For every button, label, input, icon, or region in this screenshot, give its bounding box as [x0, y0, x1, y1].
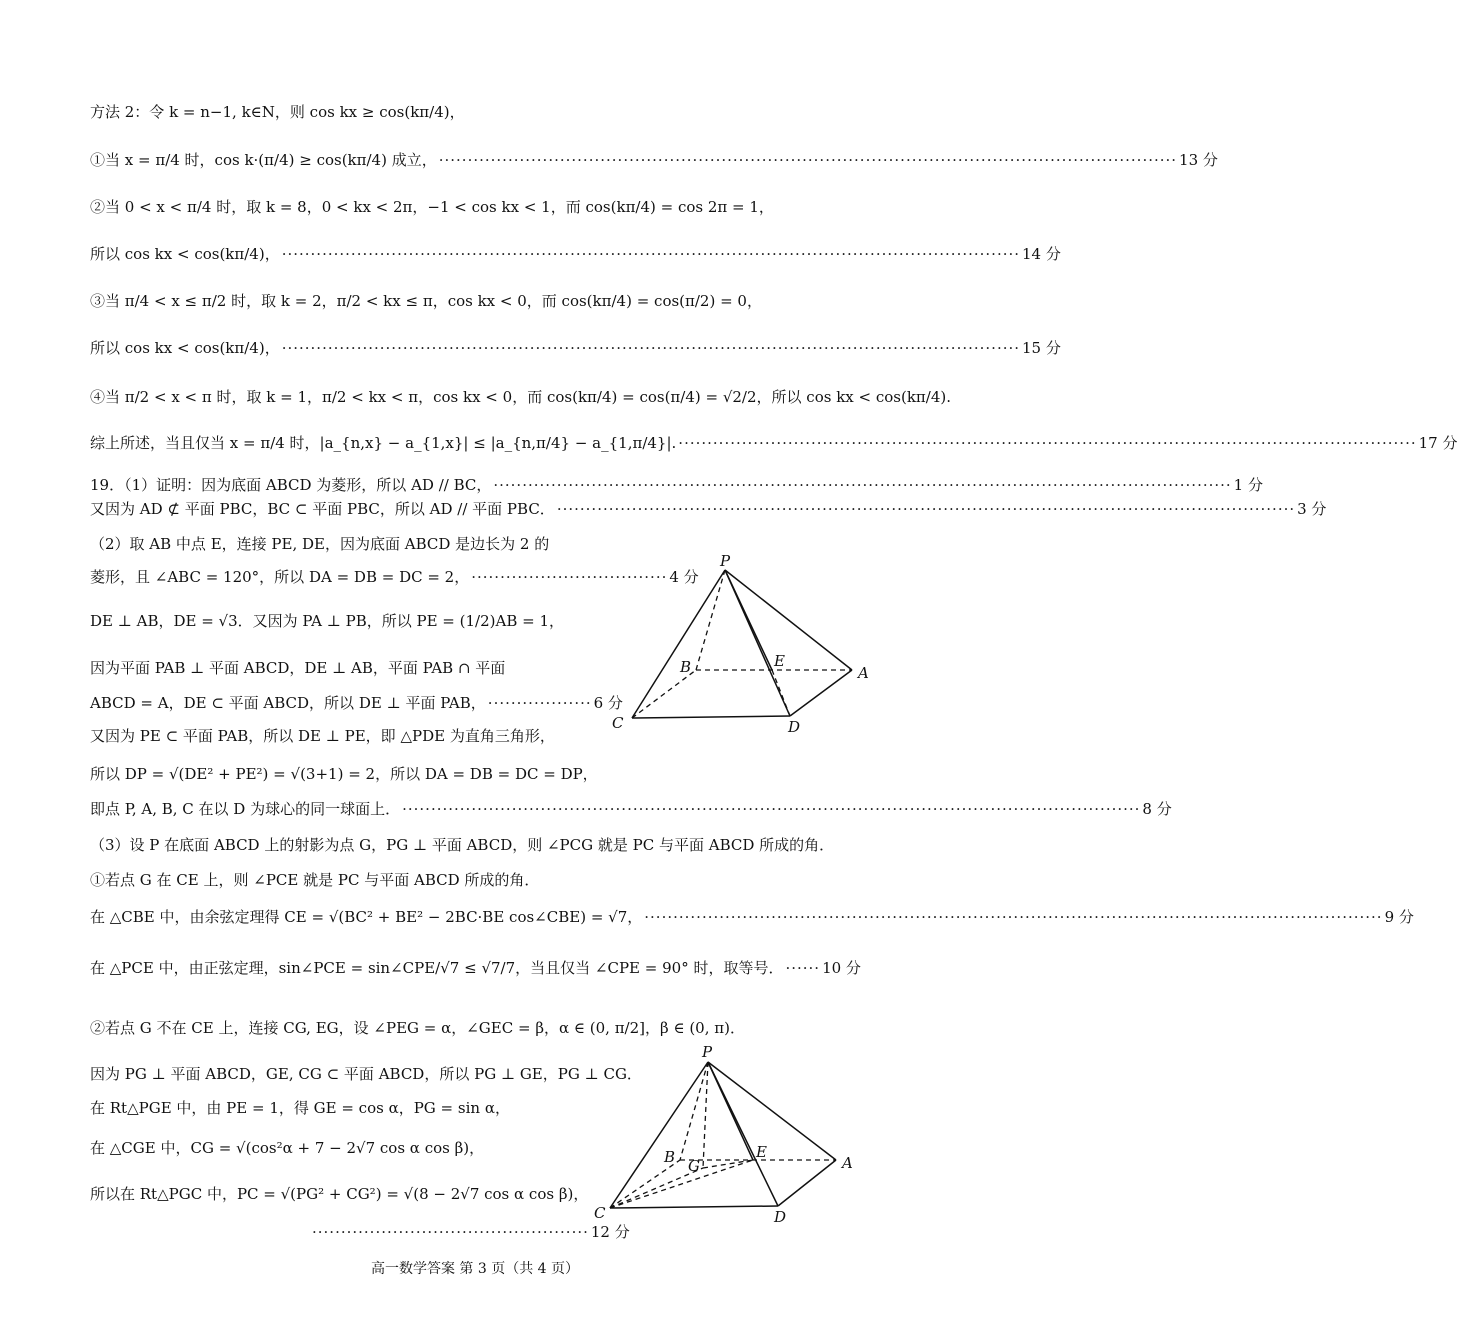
edge-CD: [632, 716, 790, 718]
leader-dots: ················································: [312, 1223, 589, 1241]
line-case2: [90, 196, 860, 218]
edge-PC: [632, 570, 725, 718]
line-case3-conclusion: [90, 337, 1061, 359]
score-label: 15 分: [1022, 339, 1061, 357]
edge-PA: [725, 570, 852, 670]
label-D: D: [774, 1208, 787, 1226]
line-text: 所以 cos kx < cos(kπ/4)，: [90, 245, 280, 263]
score-label: 3 分: [1297, 500, 1327, 518]
line-text: 所以在 Rt△PGC 中，PC = √(PG² + CG²) = √(8 − 2√7 cos α cos β)，: [90, 1185, 589, 1203]
label-B: B: [680, 658, 692, 676]
line-text: 即点 P, A, B, C 在以 D 为球心的同一球面上．: [90, 800, 401, 818]
score-label: 9 分: [1384, 908, 1414, 926]
line-text: DE ⊥ AB，DE = √3．又因为 PA ⊥ PB，所以 PE = (1/2)AB = 1，: [90, 612, 564, 630]
line-method2: [90, 101, 860, 123]
leader-dots: ································································································································: [678, 434, 1417, 452]
line-case3: [90, 290, 860, 312]
edge-CD: [610, 1206, 778, 1208]
line-text: （2）取 AB 中点 E，连接 PE, DE，因为底面 ABCD 是边长为 2 的: [90, 535, 550, 553]
line-q19-case2b: [90, 1063, 642, 1085]
line-text: ②若点 G 不在 CE 上，连接 CG, EG，设 ∠PEG = α，∠GEC = β，α ∈ (0, π/2]，β ∈ (0, π)．: [90, 1019, 745, 1037]
label-P: P: [720, 552, 731, 570]
line-summary: [90, 432, 1457, 454]
line-q19-part3-case2: [90, 1017, 860, 1039]
edge-PG: [703, 1062, 708, 1168]
line-case4: [90, 386, 951, 408]
line-text: 又因为 AD ⊄ 平面 PBC，BC ⊂ 平面 PBC，所以 AD // 平面 PBC．: [90, 500, 555, 518]
line-text: ABCD = A，DE ⊂ 平面 ABCD，所以 DE ⊥ 平面 PAB，: [90, 694, 486, 712]
pyramid-figure-2: [590, 1040, 865, 1230]
leader-dots: ································································································································: [644, 908, 1383, 926]
line-q19-part2c: [90, 610, 590, 632]
line-q19-part2f: [90, 725, 590, 747]
label-E: E: [756, 1143, 767, 1161]
leader-dots: ································································································································: [281, 339, 1021, 357]
score-label: 13 分: [1179, 151, 1218, 169]
line-q19-part2g: [90, 763, 598, 785]
line-text: 菱形，且 ∠ABC = 120°，所以 DA = DB = DC = 2，: [90, 568, 470, 586]
edge-PC: [610, 1062, 708, 1208]
score-label: 8 分: [1142, 800, 1172, 818]
line-text: 在 △CBE 中，由余弦定理得 CE = √(BC² + BE² − 2BC·BE cos∠CBE) = √7，: [90, 908, 643, 926]
leader-dots: ································································································································: [556, 500, 1296, 518]
edge-DA: [790, 670, 852, 716]
score-label: 4 分: [669, 568, 699, 586]
leader-dots: ··················: [487, 694, 592, 712]
line-q19-case2d: [90, 1137, 590, 1159]
line-text: 综上所述，当且仅当 x = π/4 时，|a_{n,x} − a_{1,x}| ≤ |a_{n,π/4} − a_{1,π/4}|.: [90, 434, 677, 452]
line-text: 19．（1）证明：因为底面 ABCD 为菱形，所以 AD // BC，: [90, 476, 492, 494]
line-text: ②当 0 < x < π/4 时，取 k = 8，0 < kx < 2π，−1 < cos kx < 1，而 cos(kπ/4) = cos 2π = 1，: [90, 198, 774, 216]
line-text: 因为平面 PAB ⊥ 平面 ABCD，DE ⊥ AB，平面 PAB ∩ 平面: [90, 659, 506, 677]
line-text: 方法 2：令 k = n−1, k∈N，则 cos kx ≥ cos(kπ/4)，: [90, 103, 465, 121]
edge-CB: [610, 1160, 680, 1208]
line-q19-cosine-law: [90, 906, 1414, 928]
label-C: C: [594, 1204, 606, 1222]
line-text: 所以 cos kx < cos(kπ/4)，: [90, 339, 280, 357]
edge-PE: [725, 570, 772, 670]
line-text: ③当 π/4 < x ≤ π/2 时，取 k = 2，π/2 < kx ≤ π，cos kx < 0，而 cos(kπ/4) = cos(π/2) = 0，: [90, 292, 762, 310]
label-C: C: [612, 714, 624, 732]
score-label: 12 分: [590, 1223, 630, 1241]
line-q19-part3: [90, 834, 860, 856]
leader-dots: ································································································································: [438, 151, 1178, 169]
score-label: 6 分: [593, 694, 623, 712]
label-D: D: [788, 718, 801, 736]
edge-GE: [703, 1160, 753, 1168]
line-q19-sine-law: [90, 957, 860, 979]
leader-dots: ······: [785, 959, 821, 977]
line-text: ④当 π/2 < x < π 时，取 k = 1，π/2 < kx < π，cos kx < 0，而 cos(kπ/4) = cos(π/4) = √2/2，所以 cos kx < cos(kπ/4).: [90, 388, 951, 406]
line-text: 在 Rt△PGE 中，由 PE = 1，得 GE = cos α，PG = sin α，: [90, 1099, 510, 1117]
leader-dots: ································································································································: [402, 800, 1141, 818]
label-A: A: [858, 664, 869, 682]
line-q19-case2e: [90, 1183, 590, 1205]
line-q19-part2d: [90, 657, 590, 679]
label-P: P: [702, 1043, 713, 1061]
leader-dots: ································································································································: [281, 245, 1021, 263]
line-q19-part1: [90, 474, 1263, 496]
edge-DA: [778, 1160, 836, 1206]
leader-dots: ··································: [471, 568, 668, 586]
edge-CB: [632, 670, 696, 718]
line-text: 又因为 PE ⊂ 平面 PAB，所以 DE ⊥ PE，即 △PDE 为直角三角形，: [90, 727, 555, 745]
line-case1: [90, 149, 1218, 171]
edge-PB: [696, 570, 725, 670]
score-label: 1 分: [1233, 476, 1263, 494]
edge-CE: [610, 1160, 753, 1208]
line-q19-part2: [90, 533, 590, 555]
line-q19-case2f: [310, 1221, 630, 1243]
label-A: A: [842, 1154, 853, 1172]
line-text: 在 △CGE 中，CG = √(cos²α + 7 − 2√7 cos α cos β)，: [90, 1139, 485, 1157]
line-case2-conclusion: [90, 243, 1061, 265]
line-text: 在 △PCE 中，由正弦定理，sin∠PCE = sin∠CPE/√7 ≤ √7/7，当且仅当 ∠CPE = 90° 时，取等号．: [90, 959, 784, 977]
label-B: B: [664, 1148, 676, 1166]
line-text: ①当 x = π/4 时，cos k·(π/4) ≥ cos(kπ/4) 成立，: [90, 151, 437, 169]
line-q19-case2c: [90, 1097, 590, 1119]
score-label: 14 分: [1022, 245, 1061, 263]
pyramid-figure-1: [600, 548, 890, 768]
line-text: （3）设 P 在底面 ABCD 上的射影为点 G，PG ⊥ 平面 ABCD，则 ∠PCG 就是 PC 与平面 ABCD 所成的角．: [90, 836, 835, 854]
line-q19-part3-case1: [90, 869, 860, 891]
line-text: 因为 PG ⊥ 平面 ABCD，GE, CG ⊂ 平面 ABCD，所以 PG ⊥ GE，PG ⊥ CG．: [90, 1065, 642, 1083]
leader-dots: ································································································································: [493, 476, 1232, 494]
label-G: G: [688, 1157, 700, 1175]
line-q19-part2h: [90, 798, 1172, 820]
edge-PA: [708, 1062, 836, 1160]
line-q19-part2e: [90, 692, 623, 714]
line-q19-part1b: [90, 498, 1327, 520]
score-label: 10 分: [822, 959, 861, 977]
line-text: ①若点 G 在 CE 上，则 ∠PCE 就是 PC 与平面 ABCD 所成的角．: [90, 871, 540, 889]
line-text: 所以 DP = √(DE² + PE²) = √(3+1) = 2，所以 DA = DB = DC = DP，: [90, 765, 598, 783]
score-label: 17 分: [1418, 434, 1457, 452]
line-q19-part2b: [90, 566, 699, 588]
page-footer: 高一数学答案 第 3 页（共 4 页）: [370, 1261, 580, 1277]
label-E: E: [774, 652, 785, 670]
edge-PE: [708, 1062, 753, 1160]
